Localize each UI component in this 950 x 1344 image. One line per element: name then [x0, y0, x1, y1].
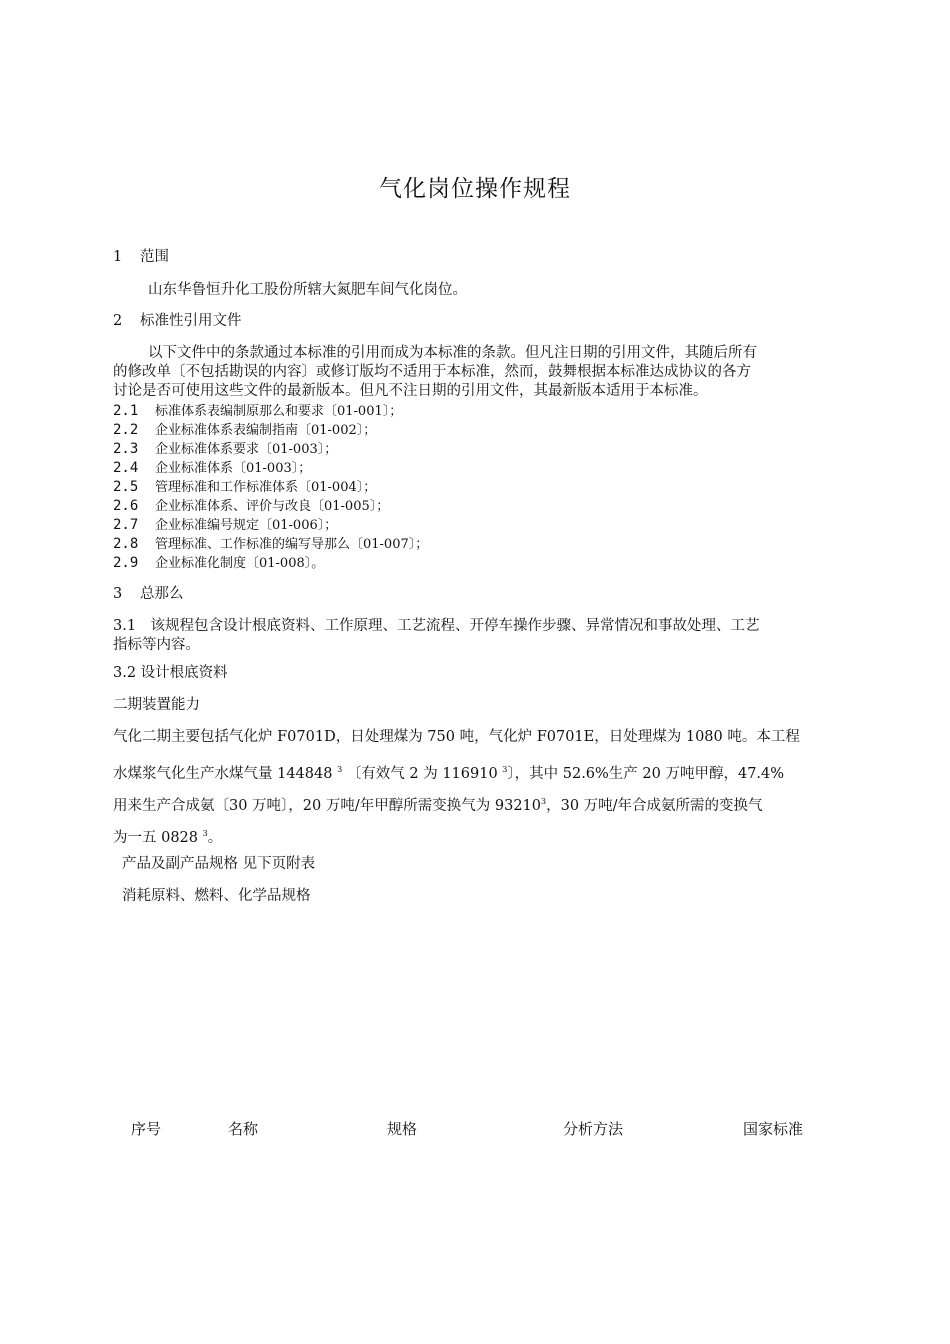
- reference-number: 2.8: [113, 536, 139, 552]
- superscript: 3: [337, 765, 343, 774]
- reference-text: 企业标准体系、评价与改良〔01-005〕；: [155, 499, 390, 514]
- capacity-text: 。: [207, 829, 223, 846]
- clause-3-2-heading: 3.2 设计根底资料: [113, 665, 228, 681]
- section-2-heading: [113, 312, 242, 331]
- section-1-body: 山东华鲁恒升化工股份所辖大氮肥车间气化岗位。: [148, 282, 467, 298]
- superscript: 3: [502, 765, 508, 774]
- clause-3-1-line-1: 3.1 该规程包含设计根底资料、工作原理、工艺流程、开停车操作步骤、异常情况和事故处理、工艺: [113, 618, 760, 634]
- section-number: 2: [113, 313, 123, 329]
- table-header-name: 名称: [228, 1120, 259, 1138]
- capacity-text: 为一五 0828: [113, 829, 199, 846]
- capacity-line-4: [113, 824, 222, 848]
- consumables-line: 消耗原料、燃料、化学品规格: [122, 888, 311, 904]
- section-2-body-line-1: 以下文件中的条款通过本标准的引用而成为本标准的条款。但凡注日期的引用文件，其随后所有: [148, 345, 757, 361]
- capacity-line-3: [113, 792, 763, 816]
- reference-number: 2.7: [113, 517, 139, 533]
- reference-text: 企业标准体系〔01-003〕；: [155, 461, 312, 476]
- table-header-method: 分析方法: [563, 1120, 624, 1138]
- table-header-standard: 国家标准: [743, 1120, 804, 1138]
- reference-item: [113, 497, 389, 516]
- section-2-body-line-2: 的修改单〔不包括勘误的内容〕或修订版均不适用于本标准，然而，鼓舞根据本标准达成协议的各方: [113, 364, 751, 380]
- reference-item: [113, 402, 402, 421]
- capacity-heading: 二期装置能力: [113, 697, 200, 713]
- table-header-index: 序号: [131, 1120, 162, 1138]
- capacity-line-2: [113, 760, 784, 784]
- reference-text: 企业标准体系要求〔01-003〕；: [155, 442, 338, 457]
- section-2-body-line-3: 讨论是否可使用这些文件的最新版本。但凡不注日期的引用文件，其最新版本适用于本标准。: [113, 383, 708, 399]
- section-number: 1: [113, 249, 123, 265]
- reference-number: 2.5: [113, 479, 139, 495]
- section-title: 总那么: [140, 586, 184, 602]
- reference-text: 标准体系表编制原那么和要求〔01-001〕；: [155, 404, 403, 419]
- reference-text: 管理标准和工作标准体系〔01-004〕；: [155, 480, 377, 495]
- reference-number: 2.4: [113, 460, 139, 476]
- capacity-text: 水煤浆气化生产水煤气量 144848: [113, 765, 333, 782]
- reference-item: [113, 554, 324, 573]
- page-title: 气化岗位操作规程: [379, 176, 571, 202]
- reference-text: 管理标准、工作标准的编写导那么〔01-007〕；: [155, 537, 429, 552]
- reference-number: 2.6: [113, 498, 139, 514]
- capacity-line-1: 气化二期主要包括气化炉 F0701D，日处理煤为 750 吨，气化炉 F0701E，日处理煤为 1080 吨。本工程: [113, 729, 800, 745]
- reference-item: [113, 440, 337, 459]
- capacity-text: 用来生产合成氨〔30 万吨〕，20 万吨/年甲醇所需变换气为 93210: [113, 797, 541, 814]
- superscript: 3: [541, 797, 547, 806]
- reference-item: [113, 516, 337, 535]
- capacity-text: 〕，其中 52.6%生产 20 万吨甲醇，47.4%: [507, 765, 785, 782]
- section-title: 标准性引用文件: [140, 313, 242, 329]
- reference-number: 2.1: [113, 403, 139, 419]
- products-line: 产品及副产品规格 见下页附表: [122, 856, 316, 872]
- reference-item: [113, 535, 428, 554]
- section-number: 3: [113, 586, 123, 602]
- clause-3-1-line-2: 指标等内容。: [113, 637, 200, 653]
- section-3-heading: [113, 585, 184, 604]
- reference-item: [113, 478, 376, 497]
- section-1-heading: [113, 248, 169, 267]
- capacity-text: ，30 万吨/年合成氨所需的变换气: [546, 797, 763, 814]
- reference-number: 2.9: [113, 555, 139, 571]
- superscript: 3: [202, 829, 208, 838]
- reference-item: [113, 421, 376, 440]
- reference-number: 2.2: [113, 422, 139, 438]
- reference-number: 2.3: [113, 441, 139, 457]
- reference-text: 企业标准化制度〔01-008〕。: [155, 556, 325, 571]
- reference-text: 企业标准体系表编制指南〔01-002〕；: [155, 423, 377, 438]
- table-header-spec: 规格: [387, 1120, 418, 1138]
- reference-item: [113, 459, 311, 478]
- reference-text: 企业标准编号规定〔01-006〕；: [155, 518, 338, 533]
- section-title: 范围: [140, 249, 169, 265]
- capacity-text: 〔有效气 2 为 116910: [346, 765, 498, 782]
